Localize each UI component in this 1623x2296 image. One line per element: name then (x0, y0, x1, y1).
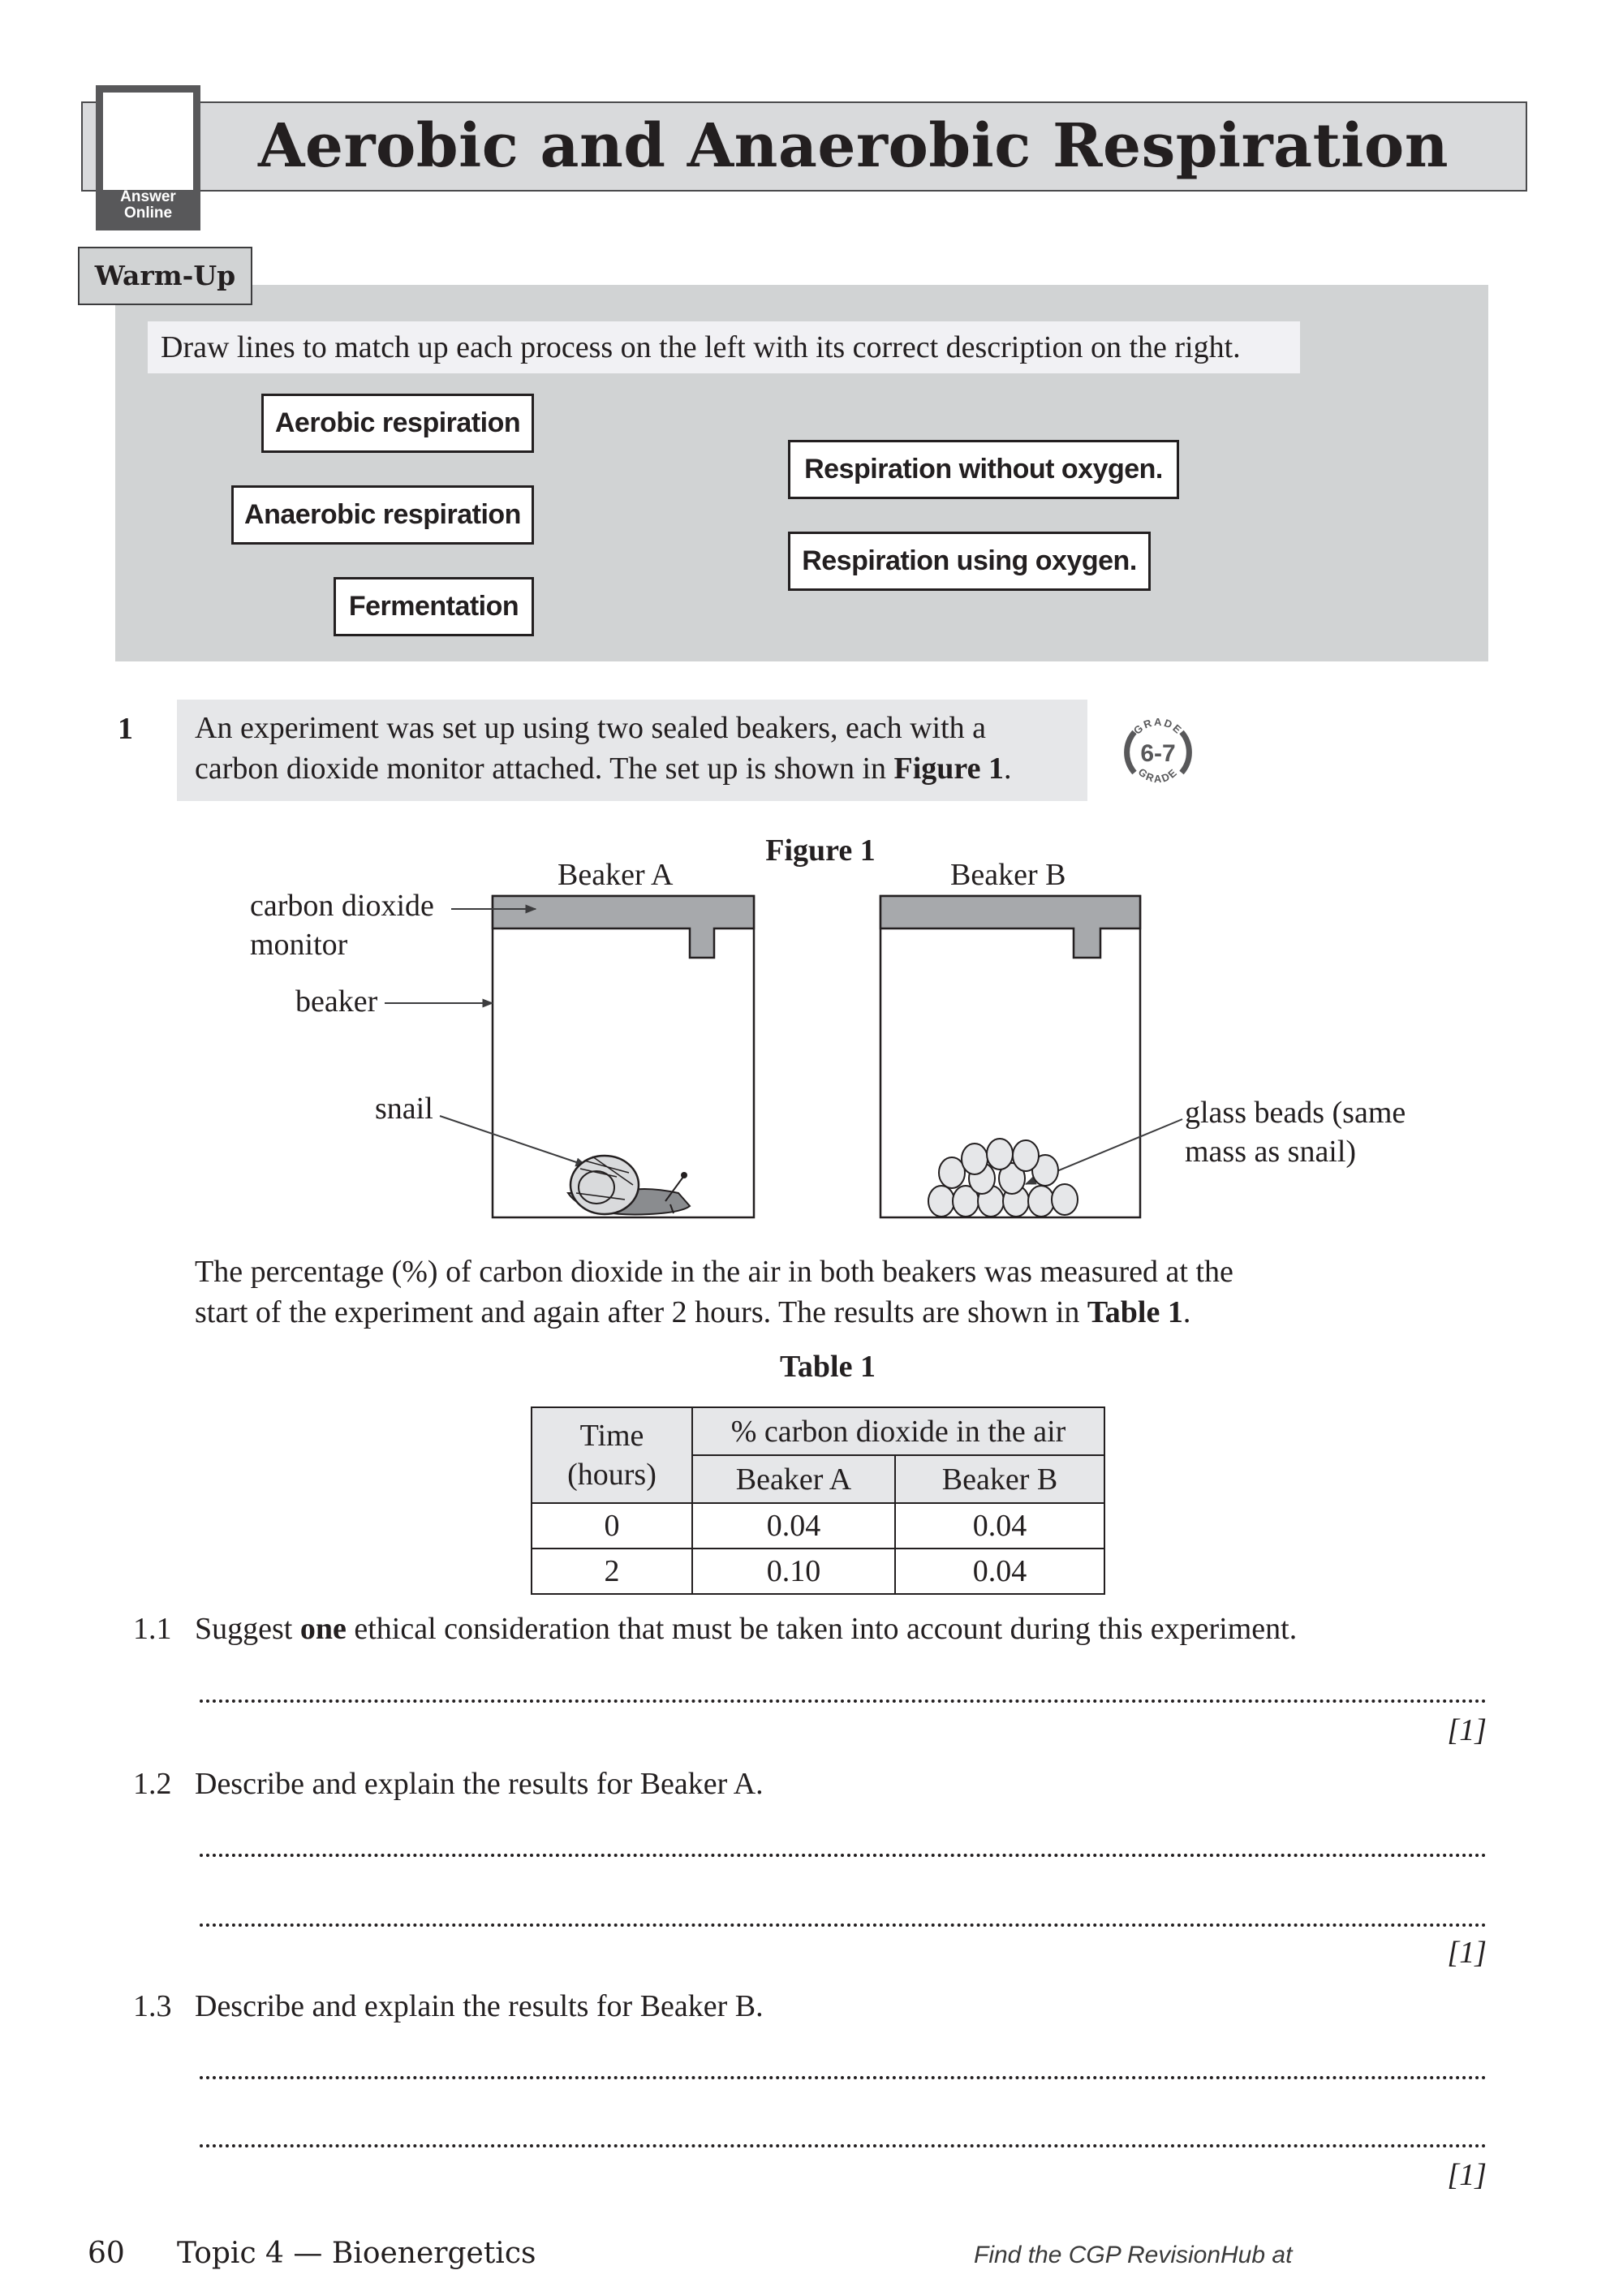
table-header-time: Time (hours) (532, 1407, 692, 1503)
answer-online-box (96, 85, 200, 230)
answer-line[interactable] (200, 1923, 1487, 1927)
beaker-a-label: Beaker A (558, 858, 674, 892)
label-glass-beads: glass beads (same mass as snail) (1185, 1096, 1406, 1169)
page-title: Aerobic and Anaerobic Respiration (258, 111, 1449, 181)
question-intro: An experiment was set up using two sealed beakers, each with a carbon dioxide monitor attached. The set up is shown in Figure 1. (177, 700, 1087, 801)
results-paragraph: The percentage (%) of carbon dioxide in the air in both beakers was measured at the start of the experiment and again after 2 hours. The results are shown in Table 1. (195, 1255, 1233, 1329)
marks: [1] (1447, 2158, 1487, 2192)
marks: [1] (1447, 1936, 1487, 1970)
results-table (531, 1406, 1105, 1595)
snail-icon (568, 1156, 690, 1214)
marks: [1] (1447, 1713, 1487, 1747)
figure-title: Figure 1 (765, 834, 876, 868)
beaker-b-label: Beaker B (950, 858, 1066, 892)
subquestion-text: Suggest one ethical consideration that must be taken into account during this experiment. (195, 1612, 1298, 1646)
svg-text:GRADE: GRADE (1135, 765, 1181, 786)
cell-beaker-a: 0.04 (692, 1503, 895, 1549)
table-row (532, 1549, 1104, 1594)
table-title: Table 1 (780, 1350, 876, 1384)
process-anaerobic-respiration[interactable]: Anaerobic respiration (231, 485, 534, 545)
table-row (532, 1503, 1104, 1549)
process-aerobic-respiration[interactable]: Aerobic respiration (261, 394, 534, 453)
answer-line[interactable] (200, 1699, 1487, 1703)
table-header-beaker-a: Beaker A (692, 1455, 895, 1503)
answer-line[interactable] (200, 1854, 1487, 1857)
grade-badge-icon (1118, 713, 1198, 792)
subquestion-number: 1.2 (133, 1767, 172, 1801)
process-fermentation[interactable]: Fermentation (334, 577, 534, 636)
answer-line[interactable] (200, 2076, 1487, 2079)
topic-label: Topic 4 — Bioenergetics (177, 2237, 536, 2270)
warmup-tab: Warm-Up (78, 247, 252, 305)
label-beaker: beaker (295, 984, 378, 1019)
subquestion-number: 1.3 (133, 1989, 172, 2023)
label-snail: snail (375, 1092, 433, 1126)
cell-time: 0 (532, 1503, 692, 1549)
svg-text:6-7: 6-7 (1140, 740, 1176, 767)
cell-beaker-b: 0.04 (895, 1503, 1104, 1549)
table-header-co2: % carbon dioxide in the air (692, 1407, 1104, 1455)
table-header-beaker-b: Beaker B (895, 1455, 1104, 1503)
description-using-oxygen[interactable]: Respiration using oxygen. (788, 532, 1151, 591)
beaker-a (493, 896, 754, 1217)
cell-beaker-a: 0.10 (692, 1549, 895, 1594)
revisionhub-text: Find the CGP RevisionHub at (974, 2242, 1293, 2268)
beaker-b (880, 896, 1140, 1217)
warmup-instruction: Draw lines to match up each process on the left with its correct description on the right. (148, 321, 1300, 373)
label-co2-monitor: carbon dioxide monitor (250, 889, 434, 962)
answer-online-label: Answer Online (120, 188, 176, 222)
answer-line[interactable] (200, 2144, 1487, 2147)
subquestion-number: 1.1 (133, 1612, 172, 1646)
question-number: 1 (118, 712, 133, 746)
svg-text:GRADE: GRADE (1130, 715, 1186, 737)
description-without-oxygen[interactable]: Respiration without oxygen. (788, 440, 1179, 499)
subquestion-text: Describe and explain the results for Beaker B. (195, 1989, 764, 2023)
cell-beaker-b: 0.04 (895, 1549, 1104, 1594)
glass-beads-icon (928, 1139, 1078, 1217)
cell-time: 2 (532, 1549, 692, 1594)
page-number: 60 (88, 2237, 125, 2270)
subquestion-text: Describe and explain the results for Beaker A. (195, 1767, 764, 1801)
answer-online-checkbox (103, 93, 193, 190)
